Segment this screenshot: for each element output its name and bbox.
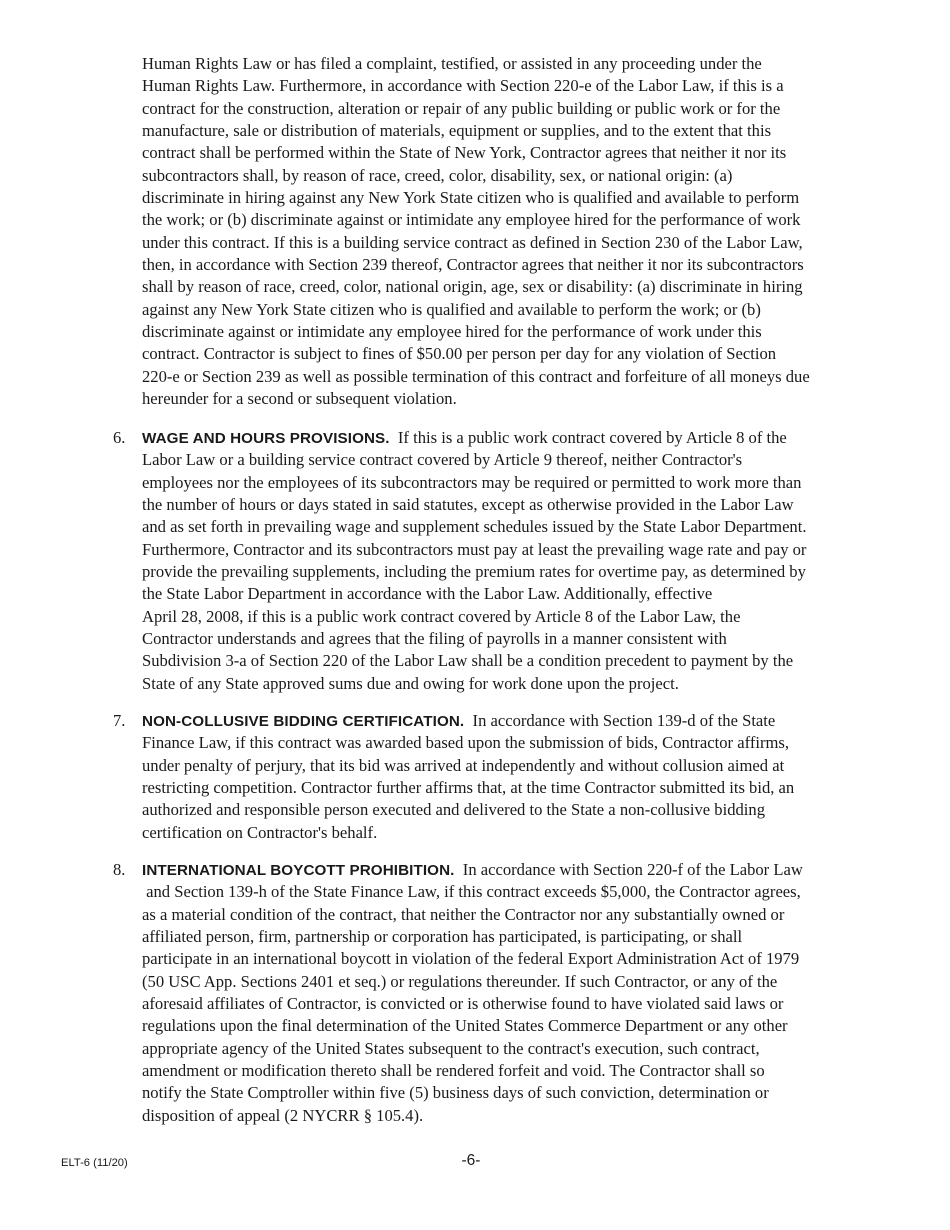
paragraph-line: against any New York State citizen who is qualified and available to perform the work; or (b) [142,299,761,319]
paragraph-line: provide the prevailing supplements, including the premium rates for overtime pay, as determined by [142,562,806,582]
paragraph-line: restricting competition. Contractor further affirms that, at the time Contractor submitted its bid, an [142,778,795,798]
paragraph-line: Human Rights Law or has filed a complaint, testified, or assisted in any proceeding under the [142,54,762,73]
item-body [142,710,794,844]
paragraph-line: appropriate agency of the United States subsequent to the contract's execution, such contract, [142,1038,760,1058]
paragraph-line: Labor Law or a building service contract covered by Article 9 thereof, neither Contractor's [142,450,743,470]
page-number: -6- [461,1152,481,1169]
paragraph-line: as a material condition of the contract, that neither the Contractor nor any substantially owned or [142,904,785,924]
paragraph-line: contract for the construction, alteration or repair of any public building or public work or for the [142,98,781,118]
item-first-line [142,427,807,449]
item-heading: NON-COLLUSIVE BIDDING CERTIFICATION. [142,713,465,730]
paragraph-line: State of any State approved sums due and owing for work done upon the project. [142,673,679,693]
item-heading: WAGE AND HOURS PROVISIONS. [142,430,390,447]
paragraph-line: the State Labor Department in accordance with the Labor Law. Additionally, effective [142,584,713,604]
paragraph-line: the work; or (b) discriminate against or intimidate any employee hired for the performance of work [142,210,801,230]
paragraph-line: discriminate against or intimidate any employee hired for the performance of work under this [142,322,762,342]
paragraph-line: hereunder for a second or subsequent violation. [142,389,457,409]
paragraph-line: under this contract. If this is a building service contract as defined in Section 230 of the Labor Law, [142,232,803,252]
paragraph-line: participate in an international boycott in violation of the federal Export Administration Act of 1979 [142,949,800,969]
paragraph-line: Subdivision 3-a of Section 220 of the Labor Law shall be a condition precedent to payment by the [142,651,794,671]
paragraph-line: under penalty of perjury, that its bid was arrived at independently and without collusion aimed at [142,755,785,775]
paragraph-line: amendment or modification thereto shall be rendered forfeit and void. The Contractor shall so [142,1061,765,1081]
paragraph-line: Contractor understands and agrees that the filing of payrolls in a manner consistent with [142,629,727,649]
paragraph-line: then, in accordance with Section 239 thereof, Contractor agrees that neither it nor its subcontractors [142,255,804,275]
item-heading: INTERNATIONAL BOYCOTT PROHIBITION. [142,862,455,879]
paragraph-line: affiliated person, firm, partnership or corporation has participated, is participating, or shall [142,927,743,947]
item-number: 8. [113,860,126,879]
paragraph-line: 220-e or Section 239 as well as possible termination of this contract and forfeiture of all moneys due [142,366,810,386]
item-first-line-text: If this is a public work contract covered by Article 8 of the [389,428,787,447]
paragraph-line: Finance Law, if this contract was awarded based upon the submission of bids, Contractor affirms, [142,733,790,753]
paragraph-line: and Section 139-h of the State Finance Law, if this contract exceeds $5,000, the Contractor agrees, [142,882,801,902]
paragraph-line: contract. Contractor is subject to fines of $50.00 per person per day for any violation of Section [142,344,777,364]
item-first-line [142,859,803,881]
paragraph-line: manufacture, sale or distribution of materials, equipment or supplies, and to the extent that this [142,121,772,141]
paragraph-line: the number of hours or days stated in said statutes, except as otherwise provided in the Labor Law [142,495,794,515]
paragraph-line: (50 USC App. Sections 2401 et seq.) or regulations thereunder. If such Contractor, or any of the [142,971,778,991]
paragraph-line: certification on Contractor's behalf. [142,822,378,842]
paragraph-line: Human Rights Law. Furthermore, in accordance with Section 220-e of the Labor Law, if this is a [142,76,784,96]
paragraph-line: aforesaid affiliates of Contractor, is convicted or is otherwise found to have violated said laws or [142,994,784,1014]
paragraph-line: subcontractors shall, by reason of race, creed, color, disability, sex, or national origin: (a) [142,165,733,185]
paragraph-line: notify the State Comptroller within five (5) business days of such conviction, determination or [142,1083,769,1103]
paragraph-line: shall by reason of race, creed, color, national origin, age, sex or disability: (a) discriminate in hiring [142,277,803,297]
paragraph-line: disposition of appeal (2 NYCRR § 105.4). [142,1105,424,1125]
item-first-line-text: In accordance with Section 139-d of the State [464,711,776,730]
item-body [142,427,807,695]
paragraph-line: and as set forth in prevailing wage and supplement schedules issued by the State Labor Department. [142,517,807,537]
paragraph-line: Furthermore, Contractor and its subcontractors must pay at least the prevailing wage rate and pay or [142,539,807,559]
paragraph-line: authorized and responsible person executed and delivered to the State a non-collusive bidding [142,800,765,820]
item-first-line [142,710,794,732]
paragraph-line: contract shall be performed within the State of New York, Contractor agrees that neither it nor its [142,143,787,163]
item-body [142,859,803,1127]
form-id-footer: ELT-6 (11/20) [61,1157,128,1169]
paragraph-line: April 28, 2008, if this is a public work contract covered by Article 8 of the Labor Law, the [142,606,741,626]
paragraph-line: regulations upon the final determination of the United States Commerce Department or any other [142,1016,788,1036]
item-number: 7. [113,711,126,730]
item-number: 6. [113,428,126,447]
item-first-line-text: In accordance with Section 220-f of the Labor Law [454,860,803,879]
continuation-paragraph [142,53,810,411]
paragraph-line: discriminate in hiring against any New York State citizen who is qualified and available to perform [142,188,800,208]
paragraph-line: employees nor the employees of its subcontractors may be required or permitted to work more than [142,472,802,492]
